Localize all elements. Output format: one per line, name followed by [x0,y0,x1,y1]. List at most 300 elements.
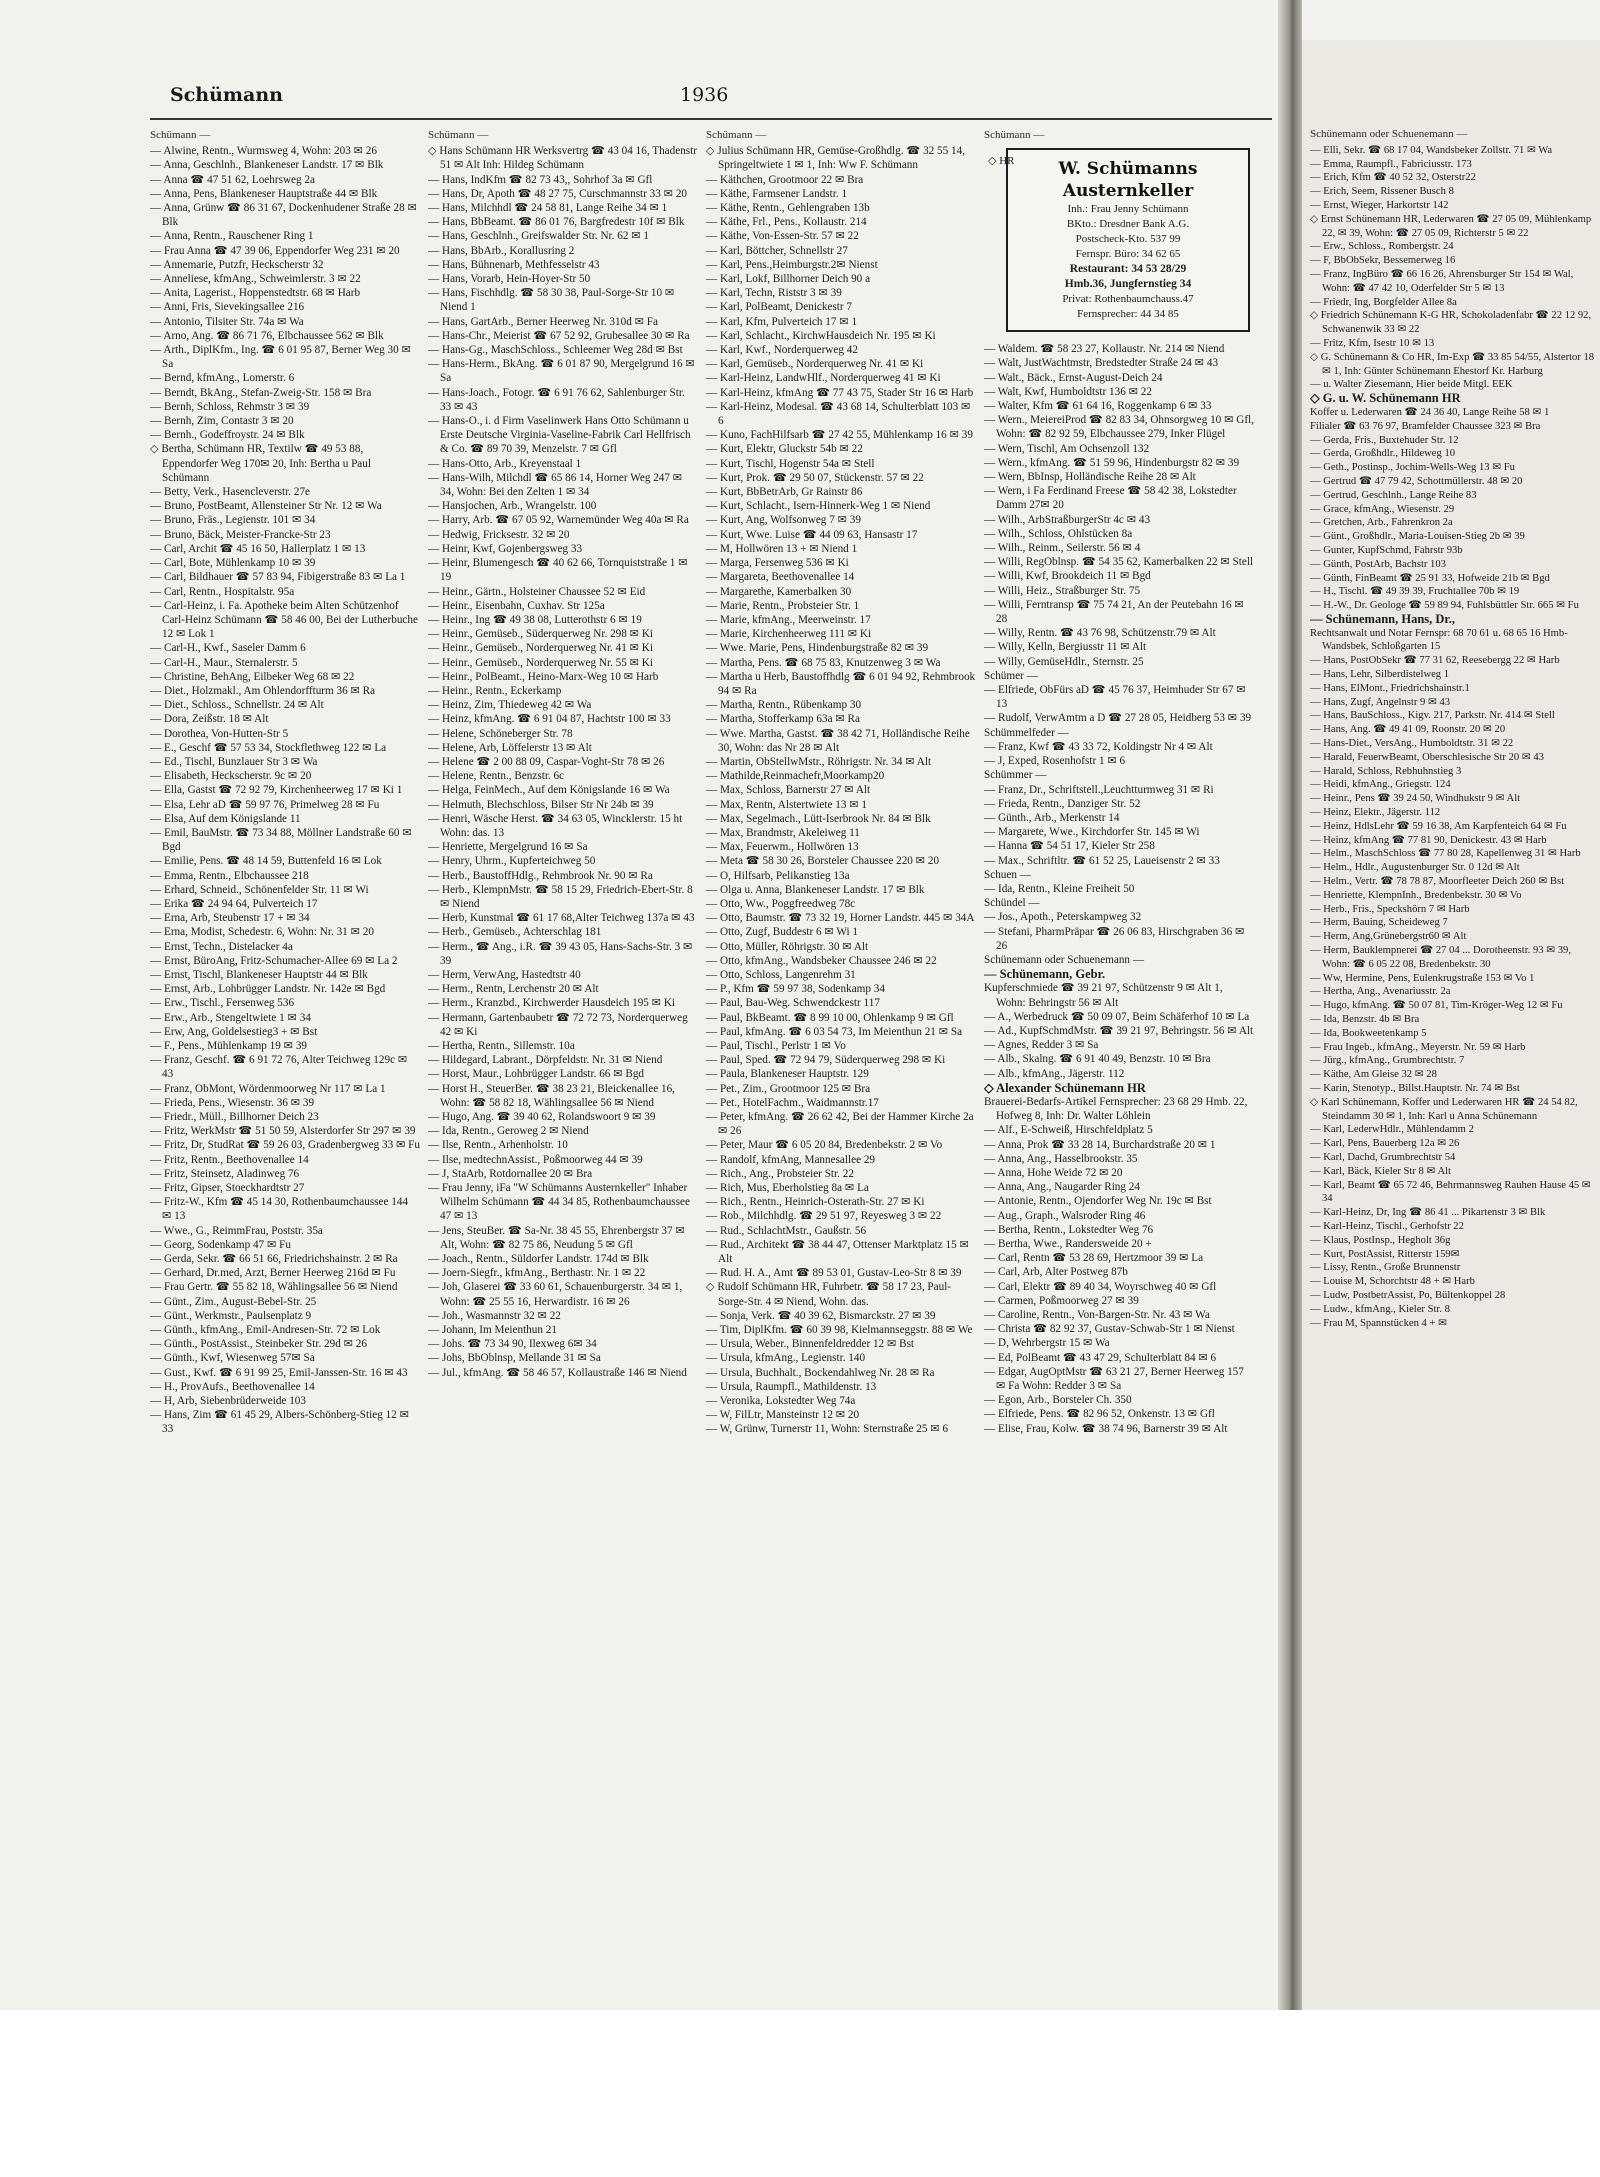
directory-entry: — Fritz, Kfm, Isestr 10 ✉ 13 [1310,337,1435,349]
directory-entry: — Karl, Dachd, Grumbrechtstr 54 [1310,1151,1456,1163]
directory-entry: — Ursula, Weber., Binnenfeldredder 12 ✉ Bst [706,1338,915,1351]
directory-entry: — P., Kfm ☎ 59 97 38, Sodenkamp 34 [706,983,885,996]
directory-entry: — Erika ☎ 24 94 64, Pulverteich 17 [150,897,318,910]
directory-entry: — Meta ☎ 58 30 26, Borsteler Chaussee 220 ✉ 20 [706,855,940,868]
directory-entry: — Paul, Bau-Weg. Schwendckestr 117 [706,997,880,1010]
directory-entry: — Johs. ☎ 73 34 90, Ilexweg 6✉ 34 [428,1338,597,1351]
directory-entry: — Paula, Blankeneser Hauptstr. 129 [706,1068,869,1081]
directory-entry: — Jens, SteuBer. ☎ Sa-Nr. 38 45 55, Ehrenbergstr 37 ✉ Alt, Wohn: ☎ 82 75 86, Neudung 5 ✉ Gfl [428,1224,685,1251]
directory-entry: — Annemarie, Putzfr, Heckscherstr 32 [150,258,324,271]
directory-column-3 [706,128,976,1988]
directory-entry: — Hans-Joach., Fotogr. ☎ 6 91 76 62, Sahlenburger Str. 33 ✉ 43 [428,386,685,413]
directory-entry: — Wern., kfmAng. ☎ 51 59 96, Hindenburgstr 82 ✉ 39 [984,456,1240,469]
directory-entry: — Karl, Techn, Riststr 3 ✉ 39 [706,287,842,300]
directory-entry: — Karl, LederwHdlr., Mühlendamm 2 [1310,1124,1474,1136]
directory-entry: — Sonja, Verk. ☎ 40 39 62, Bismarckstr. 27 ✉ 39 [706,1309,936,1322]
directory-entry: — Heinz, Zim, Thiedeweg 42 ✉ Wa [428,699,592,712]
directory-entry: — Anna, Hohe Weide 72 ✉ 20 [984,1166,1123,1179]
directory-entry: — Alf., E-Schweiß, Hirschfeldplatz 5 [984,1124,1153,1137]
directory-entry: — Erna, Arb, Steubenstr 17 + ✉ 34 [150,912,310,925]
directory-entry: — Willi, RegOblnsp. ☎ 54 35 62, Kamerbalken 22 ✉ Stell [984,556,1254,569]
directory-entry: — Walter, Kfm ☎ 61 64 16, Roggenkamp 6 ✉ 33 [984,400,1212,413]
directory-entry: — Elisabeth, Heckscherstr. 9c ✉ 20 [150,770,312,783]
directory-entry: — Gerda, Großhdlr., Hildeweg 10 [1310,448,1456,460]
directory-entry: — Otto, Zugf, Buddestr 6 ✉ Wi 1 [706,926,858,939]
directory-entry: — Peter, Maur ☎ 6 05 20 84, Bredenbekstr. 2 ✉ Vo [706,1139,943,1152]
entry-list [1310,144,1600,1331]
directory-entry: — Herm., Kranzbd., Kirchwerder Hausdeich 195 ✉ Ki [428,997,676,1010]
directory-entry: — Heinr., Gärtn., Holsteiner Chaussee 52 ✉ Eid [428,585,646,598]
ad-postscheck: Postscheck-Kto. 537 99 [1075,233,1181,246]
page-year: 1936 [680,84,729,106]
ad-bank: BKto.: Dresdner Bank A.G. [1066,218,1190,231]
directory-entry: — Herm., ☎ Ang., i.R. ☎ 39 43 05, Hans-Sachs-Str. 3 ✉ 39 [428,940,693,967]
directory-entry: — Willi, Heiz., Straßburger Str. 75 [984,584,1141,597]
directory-entry: — Rud. H. A., Amt ☎ 89 53 01, Gustav-Leo-Str 8 ✉ 39 [706,1267,962,1280]
directory-entry: — Günth., Arb., Merkenstr 14 [984,811,1120,824]
header-rule [150,118,1272,120]
directory-entry: — Bernh, Schloss, Rehmstr 3 ✉ 39 [150,400,310,413]
directory-entry: — Otto, Müller, Röhrigstr. 30 ✉ Alt [706,940,869,953]
directory-entry: — Carl, Rentn., Hospitalstr. 95a [150,585,295,598]
directory-entry: — Martha, Pens. ☎ 68 75 83, Knutzenweg 3 ✉ Wa [706,656,941,669]
directory-entry: ◇ Hans Schümann HR Werksvertrg ☎ 43 04 16, Thadenstr 51 ✉ Alt Inh: Hildeg Schümann [428,145,697,172]
directory-entry: — Mathilde,Reinmachefr,Moorkamp20 [706,770,885,783]
directory-entry: — Erich, Kfm ☎ 40 52 32, Osterstr22 [1310,172,1476,184]
directory-entry: — Hans, Zim ☎ 61 45 29, Albers-Schönberg-Stieg 12 ✉ 33 [150,1409,409,1436]
ad-phone: Fernsprecher: 44 34 85 [1077,308,1179,321]
directory-entry: — Karl-Heinz, kfmAng ☎ 77 43 75, Stader Str 16 ✉ Harb [706,386,974,399]
directory-entry: — Kurt, Schlacht., Isern-Hinnerk-Weg 1 ✉ Niend [706,500,931,513]
directory-entry: — Hans, Vorarb, Hein-Hoyer-Str 50 [428,273,591,286]
directory-entry: — Karl-Heinz, LandwHlf., Norderquerweg 41 ✉ Ki [706,372,941,385]
directory-entry: — Rud., SchlachtMstr., Gaußstr. 56 [706,1224,867,1237]
directory-entry: — Bertha, Rentn., Lokstedter Weg 76 [984,1223,1154,1236]
directory-entry: — Grace, kfmAng., Wiesenstr. 29 [1310,503,1455,515]
directory-entry: — H.-W., Dr. Geologe ☎ 59 89 94, Fuhlsbüttler Str. 665 ✉ Fu [1310,600,1579,612]
directory-entry: — Hans-Diet., VersAng., Humboldtstr. 31 ✉ 22 [1310,738,1514,750]
directory-entry: — Herb., Fris., Speckshörn 7 ✉ Harb [1310,903,1470,915]
directory-entry: — H., ProvAufs., Beethovenallee 14 [150,1380,315,1393]
directory-entry: — Ursula, Buchhalt., Bockendahlweg Nr. 28 ✉ Ra [706,1366,935,1379]
directory-entry: — Anneliese, kfmAng., Schweimlerstr. 3 ✉ 22 [150,273,361,286]
directory-entry: — Hans-Chr., Meierist ☎ 67 52 92, Grubesallee 30 ✉ Ra [428,329,690,342]
directory-entry: — Carmen, Poßmoorweg 27 ✉ 39 [984,1294,1139,1307]
directory-entry: — Karin, Stenotyp., Billst.Hauptstr. Nr. 74 ✉ Bst [1310,1082,1520,1094]
directory-entry: — Elsa, Auf dem Königslande 11 [150,812,301,825]
directory-entry: — Herb., Gemüseb., Achterschlag 181 [428,926,602,939]
directory-entry: — Günth., Kwf, Wiesenweg 57✉ Sa [150,1352,315,1365]
ad-marker: ◇ HR [988,155,1015,168]
directory-entry: — Ilse, Rentn., Arhenholstr. 10 [428,1139,568,1152]
directory-entry: — Heinr., Ing ☎ 49 38 08, Lutterothstr 6 ✉ 19 [428,613,642,626]
ad-private-address: Privat: Rothenbaumchauss.47 [1062,293,1194,306]
directory-entry: — Ursula, Raumpfl., Mathildenstr. 13 [706,1380,877,1393]
entry-list [150,144,420,1436]
directory-entry: — Pet., Zim., Grootmoor 125 ✉ Bra [706,1082,871,1095]
directory-entry: — Hans, Bühnenarb, Methfesselstr 43 [428,258,600,271]
directory-entry: — Hugo, Ang. ☎ 39 40 62, Rolandswoort 9 ✉ 39 [428,1111,656,1124]
directory-entry: — Geth., Postinsp., Jochim-Wells-Weg 13 ✉ Fu [1310,462,1515,474]
directory-entry: — Gunter, KupfSchmd, Fahrstr 93b [1310,544,1463,556]
directory-entry: — Anni, Fris, Sievekingsallee 216 [150,301,305,314]
directory-entry: — Heinz, kfmAng ☎ 77 81 90, Denickestr. 43 ✉ Harb [1310,834,1547,846]
directory-entry: — Otto, Baumstr. ☎ 73 32 19, Horner Landstr. 445 ✉ 34A [706,912,975,925]
directory-entry: — Ad., KupfSchmdMstr. ☎ 39 21 97, Behringstr. 56 ✉ Alt [984,1024,1254,1037]
directory-entry: — Günth, FinBeamt ☎ 25 91 33, Hofweide 21b ✉ Bgd [1310,572,1550,584]
directory-entry: — Paul, Tischl., Perlstr 1 ✉ Vo [706,1040,846,1052]
ad-title-line-2: Austernkeller [1062,181,1194,202]
directory-entry: — Helga, FeinMech., Auf dem Königslande 16 ✉ Wa [428,784,670,797]
directory-entry: — Ilse, medtechnAssist., Poßmoorweg 44 ✉ 39 [428,1153,643,1166]
directory-entry: — Anna, Ang., Naugarder Ring 24 [984,1181,1140,1194]
directory-entry: — Gerda, Sekr. ☎ 66 51 66, Friedrichshainstr. 2 ✉ Ra [150,1253,398,1266]
directory-entry: — Heinr., Rentn., Eckerkamp [428,684,562,697]
directory-entry: — Friedr., Müll., Billhorner Deich 23 [150,1111,319,1124]
directory-entry: — Ludw, PostbetrAssist, Po, Bültenkoppel 28 [1310,1289,1506,1301]
directory-entry: — Karl, Lokf, Billhorner Deich 90 a [706,273,871,286]
column-head: Schümann — [150,129,211,141]
directory-entry: — Heinr, Kwf, Gojenbergsweg 33 [428,542,583,555]
directory-entry: — Helmuth, Blechschloss, Bilser Str Nr 24b ✉ 39 [428,798,654,811]
directory-entry: — Herm, Bauklempnerei ☎ 27 04 ... Dorotheenstr. 93 ✉ 39, Wohn: ☎ 6 05 22 08, Bredenbekstr. 30 [1310,945,1571,970]
directory-entry: — Walt, JustWachtmstr, Bredstedter Straße 24 ✉ 43 [984,357,1219,370]
directory-entry: — Karl, Schlacht., KirchwHausdeich Nr. 195 ✉ Ki [706,329,936,342]
directory-entry: — Carl, Archit ☎ 45 16 50, Hallerplatz 1 ✉ 13 [150,542,366,555]
directory-entry: — Anna, Ang., Hasselbrookstr. 35 [984,1152,1138,1165]
directory-entry: — Heinr., Gemüseb., Norderquerweg Nr. 55 ✉ Ki [428,656,653,669]
directory-entry: — Dorothea, Von-Hutten-Str 5 [150,727,289,740]
running-head-name: Schümann [170,84,283,106]
directory-entry: — Helm., Hdlr., Augustenburger Str. 0 12d ✉ Alt [1310,862,1520,874]
directory-entry: — Heinz, Elektr., Jägerstr. 112 [1310,807,1441,819]
directory-entry: — Carl, Rentn ☎ 53 28 69, Hertzmoor 39 ✉ La [984,1252,1204,1265]
directory-entry: — Karl, Kwf., Norderquerweg 42 [706,344,858,357]
directory-entry: — Ida, Benzstr. 4b ✉ Bra [1310,1014,1420,1025]
directory-entry: — Agnes, Redder 3 ✉ Sa [984,1039,1099,1052]
directory-entry: — Harald, Schloss, Rebhuhnstieg 3 [1310,765,1462,777]
directory-entry: — Friedr, Ing, Borgfelder Allee 8a [1310,296,1457,308]
directory-entry: ◇ Ernst Schünemann HR, Lederwaren ☎ 27 05 09, Mühlenkamp 22, ✉ 39, Wohn: ☎ 27 05 09, Richterstr 5 ✉ 22 [1310,213,1592,239]
directory-entry: — Willy, Kelln, Bergiusstr 11 ✉ Alt [984,641,1147,654]
column-head: Schünemann oder Schuenemann — [1310,128,1468,140]
directory-entry: — Rob., Milchhdlg. ☎ 29 51 97, Reyesweg 3 ✉ 22 [706,1210,942,1223]
directory-entry: — Hans, PostObSekr ☎ 77 31 62, Reesebergg 22 ✉ Harb [1310,655,1560,667]
directory-entry: — Helene, Arb, Löffelerstr 13 ✉ Alt [428,741,592,754]
directory-entry: — Willi, Ferntransp ☎ 75 74 21, An der Peutebahn 16 ✉ 28 [984,598,1244,626]
directory-entry: — Karl, Beamt ☎ 65 72 46, Behrmannsweg Rauhen Hause 45 ✉ 34 [1310,1179,1591,1205]
directory-entry: — Marie, Rentn., Probsteier Str. 1 [706,599,860,612]
directory-entry: — Edgar, AugOptMstr ☎ 63 21 27, Berner Heerweg 157 ✉ Fa Wohn: Redder 3 ✉ Sa [984,1365,1244,1393]
directory-entry: — Waldem. ☎ 58 23 27, Kollaustr. Nr. 214 ✉ Niend [984,343,1225,356]
book-spine [1278,0,1302,2010]
directory-entry: — Ernst, Wieger, Harkortstr 142 [1310,199,1449,211]
directory-entry: — Max, Rentn, Alstertwiete 13 ✉ 1 [706,798,868,811]
directory-entry: — Erna, Modist, Schedestr. 6, Wohn: Nr. 31 ✉ 20 [150,926,374,939]
ad-office-phone: Fernspr. Büro: 34 62 65 [1075,248,1181,261]
directory-entry: — Marga, Fersenweg 536 ✉ Ki [706,557,849,570]
directory-entry: — Carl-H., Kwf., Saseler Damm 6 [150,642,306,655]
directory-entry: — Caroline, Rentn., Von-Bargen-Str. Nr. 43 ✉ Wa [984,1309,1210,1322]
directory-entry: — Georg, Sodenkamp 47 ✉ Fu [150,1238,291,1251]
directory-entry: — Wwe., G., ReimmFrau, Poststr. 35a [150,1224,323,1237]
directory-entry: — Hans, Ang. ☎ 49 41 09, Roonstr. 20 ✉ 20 [1310,724,1506,736]
directory-entry: — Otto, Schloss, Langenrehm 31 [706,968,856,981]
directory-entry: — Henry, Uhrm., Kupferteichweg 50 [428,855,596,868]
ad-restaurant-phone: Restaurant: 34 53 28/29 [1069,263,1187,276]
directory-entry: — Fritz, Rentn., Beethovenallee 14 [150,1153,309,1166]
ad-owner: Inh.: Frau Jenny Schümann [1067,203,1189,216]
directory-entry: — Wern, i Fa Ferdinand Freese ☎ 58 42 38, Lokstedter Damm 27✉ 20 [984,485,1237,512]
directory-entry: — Louise M, Schorchtstr 48 + ✉ Harb [1310,1276,1475,1288]
directory-entry: — Frieda, Rentn., Danziger Str. 52 [984,797,1141,810]
directory-entry: — Hermann, Gartenbaubetr ☎ 72 72 73, Norderquerweg 42 ✉ Ki [428,1011,688,1038]
directory-entry: ◇ Bertha, Schümann HR, Textilw ☎ 49 53 88, Eppendorfer Weg 170✉ 20, Inh: Bertha u Paul Schümann [150,443,371,484]
entry-list [984,342,1254,1436]
directory-entry: — Carl, Bote, Mühlenkamp 10 ✉ 39 [150,557,316,570]
directory-entry: — Bertha, Wwe., Randersweide 20 + [984,1238,1152,1250]
directory-entry: — Käthe, Von-Essen-Str. 57 ✉ 22 [706,230,859,243]
directory-entry: — Elfriede, ObFürs aD ☎ 45 76 37, Heimhuder Str 67 ✉ 13 [984,684,1246,711]
directory-entry: — Helene, Rentn., Benzstr. 6c [428,770,565,783]
directory-entry: — Kurt, Prok. ☎ 29 50 07, Stückenstr. 57 ✉ 22 [706,471,924,484]
directory-entry: — Frau M, Spannstücken 4 + ✉ [1310,1317,1447,1329]
directory-entry: — Helm., Vertr. ☎ 78 78 87, Moorfleeter Deich 260 ✉ Bst [1310,876,1565,888]
directory-entry: — Carl-Heinz, i. Fa. Apotheke beim Alten Schützenhof Carl-Heinz Schümann ☎ 58 46 00, Bei der Lutherbuche 12 ✉ Lok 1 [150,599,418,641]
directory-entry: — Gerda, Fris., Buxtehuder Str. 12 [1310,434,1459,446]
directory-entry: — Martin, ObStellwMstr., Röhrigstr. Nr. 34 ✉ Alt [706,755,932,768]
directory-entry: — Karl, PolBeamt, Denickestr 7 [706,301,853,314]
column-head: Schümann — [984,129,1045,141]
directory-entry: — Ella, Gastst ☎ 72 92 79, Kirchenheerweg 17 ✉ Ki 1 [150,784,403,797]
directory-entry: — Ww, Hermine, Pens, Eulenkrugstraße 153 ✉ Vo 1 [1310,972,1535,984]
directory-entry: — Hertha, Rentn., Sillemstr. 10a [428,1040,575,1052]
directory-entry: — Aug., Graph., Walsroder Ring 46 [984,1209,1146,1222]
directory-entry: — Hans, Zugf, Angelnstr 9 ✉ 43 [1310,696,1451,708]
directory-entry: — Käthe, Am Gleise 32 ✉ 28 [1310,1069,1437,1081]
directory-entry: — Arno, Ang. ☎ 86 71 76, Elbchaussee 562 ✉ Blk [150,329,384,342]
directory-entry: — Ida, Rentn., Geroweg 2 ✉ Niend [428,1125,589,1138]
directory-entry: — Käthchen, Grootmoor 22 ✉ Bra [706,173,864,186]
directory-entry: — Kurt, Tischl, Hogenstr 54a ✉ Stell [706,457,875,470]
directory-entry: — Helene, Schöneberger Str. 78 [428,727,573,740]
directory-entry: — Fritz, Dr, StudRat ☎ 59 26 03, Gradenbergweg 33 ✉ Fu [150,1139,420,1152]
directory-entry: — Wilh., Reinm., Seilerstr. 56 ✉ 4 [984,542,1141,555]
directory-entry: — Horst H., SteuerBer. ☎ 38 23 21, Bleickenallee 16, Wohn: ☎ 58 82 18, Wählingsallee 56 ✉ Niend [428,1082,675,1109]
directory-entry: — Carl, Elektr ☎ 89 40 34, Woyrschweg 40 ✉ Gfl [984,1280,1217,1293]
directory-entry: — Diet., Schloss., Schnellstr. 24 ✉ Alt [150,699,324,712]
directory-entry: — Herb., KlempnMstr. ☎ 58 15 29, Friedrich-Ebert-Str. 8 ✉ Niend [428,883,693,910]
directory-entry: — Rich, Mus, Eberholstieg 8a ✉ La [706,1182,869,1195]
directory-entry: — Johs, BbOblnsp, Mellande 31 ✉ Sa [428,1352,601,1365]
directory-entry: — Kurt, Elektr, Gluckstr 54b ✉ 22 [706,443,863,456]
directory-entry: — Kurt, Ang, Wolfsonweg 7 ✉ 39 [706,514,861,527]
directory-entry: — Herb., BaustoffHdlg., Rehmbrook Nr. 90 ✉ Ra [428,869,653,882]
directory-entry: — Margarete, Wwe., Kirchdorfer Str. 145 ✉ Wi [984,826,1200,839]
directory-entry: — Anna, Rentn., Rauschener Ring 1 [150,230,314,243]
directory-entry: — E., Geschf ☎ 57 53 34, Stockflethweg 122 ✉ La [150,741,387,754]
directory-entry: — Herm, Bauing, Scheideweg 7 [1310,917,1448,929]
directory-entry: — Carl-H., Maur., Sternalerstr. 5 [150,656,298,669]
advertisement-box [988,148,1250,332]
directory-entry: — Erhard, Schneid., Schönenfelder Str. 11 ✉ Wi [150,883,369,896]
directory-entry: — Max, Schloss, Barnerstr 27 ✉ Alt [706,784,871,797]
directory-entry: — Gertrud ☎ 47 79 42, Schottmüllerstr. 48 ✉ 20 [1310,475,1523,487]
directory-entry: — Dora, Zeißstr. 18 ✉ Alt [150,713,269,726]
directory-entry: — Wwe. Martha, Gastst. ☎ 38 42 71, Holländische Reihe 30, Wohn: das Nr 28 ✉ Alt [706,727,970,754]
directory-entry: — Günt., Werkmstr., Paulsenplatz 9 [150,1309,312,1322]
directory-entry: — Veronika, Lokstedter Weg 74a [706,1395,856,1408]
directory-entry: — Wwe. Marie, Pens, Hindenburgstraße 82 ✉ 39 [706,642,929,655]
directory-entry: — Heinr., Gemüseb., Norderquerweg Nr. 41 ✉ Ki [428,642,653,655]
directory-entry: — Emilie, Pens. ☎ 48 14 59, Buttenfeld 16 ✉ Lok [150,855,382,868]
directory-entry: — Diet., Holzmakl., Am Ohlendorffturm 36 ✉ Ra [150,684,376,697]
directory-entry: — H, Arb, Siebenbrüderweide 103 [150,1395,306,1408]
directory-entry: — W, FilLtr, Mansteinstr 12 ✉ 20 [706,1409,860,1422]
directory-entry: — Antonie, Rentn., Ojendorfer Weg Nr. 19c ✉ Bst [984,1195,1212,1208]
directory-entry: Schümer — [984,669,1038,682]
directory-entry: — Frau Gertr. ☎ 55 82 18, Wählingsallee 56 ✉ Niend [150,1281,398,1294]
directory-entry: — D, Wehrbergstr 15 ✉ Wa [984,1337,1110,1350]
directory-entry: — Jürg., kfmAng., Grumbrechtstr. 7 [1310,1055,1465,1067]
directory-entry: — Wilh., Schloss, Ohlstücken 8a [984,527,1133,540]
directory-entry: Schümmelfeder — [984,726,1069,739]
directory-entry: — Stefani, PharmPräpar ☎ 26 06 83, Hirschgraben 36 ✉ 26 [984,925,1245,952]
directory-entry: — Martha u Herb, Baustoffhdlg ☎ 6 01 94 92, Rehmbrook 94 ✉ Ra [706,670,976,697]
ad-address: Hmb.36, Jungfernstieg 34 [1064,278,1192,291]
directory-entry: — Frau Anna ☎ 47 39 06, Eppendorfer Weg 231 ✉ 20 [150,244,400,257]
directory-entry: — Karl-Heinz, Dr, Ing ☎ 86 41 ... Pikartenstr 3 ✉ Blk [1310,1207,1546,1219]
directory-entry: — Betty, Verk., Hasencleverstr. 27e [150,486,310,499]
directory-entry: — Klaus, PostInsp., Hegholt 36g [1310,1234,1451,1246]
directory-entry: — Joh., Wasmannstr 32 ✉ 22 [428,1309,561,1322]
directory-entry: — Elfriede, Pens. ☎ 82 96 52, Onkenstr. 13 ✉ Gfl [984,1408,1215,1421]
directory-entry: — Hans, BbArb., Korallusring 2 [428,244,575,257]
directory-entry: — Karl, Pens.,Heimburgstr.2✉ Nienst [706,258,878,271]
directory-entry: — Karl, Kfm, Pulverteich 17 ✉ 1 [706,315,858,328]
directory-entry: Schündel — [984,897,1040,910]
directory-entry: — Paul, kfmAng. ☎ 6 03 54 73, Im Meienthun 21 ✉ Sa [706,1025,963,1038]
directory-entry: — Karl, Gemüseb., Norderquerweg Nr. 41 ✉ Ki [706,358,924,371]
directory-entry: — Gretchen, Arb., Fahrenkron 2a [1310,517,1453,529]
directory-entry: — Hertha, Ang., Avenariusstr. 2a [1310,986,1451,998]
directory-entry: — Gertrud, Geschlnh., Lange Reihe 83 [1310,489,1477,501]
directory-entry: — Hans, Lehr, Silberdistelweg 1 [1310,669,1450,681]
directory-entry: — Karl-Heinz, Tischl., Gerhofstr 22 [1310,1220,1464,1232]
directory-entry: Schümmer — [984,769,1047,782]
directory-column-2 [428,128,698,1988]
directory-entry: — Heidi, kfmAng., Griegstr. 124 [1310,779,1451,791]
directory-entry: — Carl, Bildhauer ☎ 57 83 94, Fibigerstraße 83 ✉ La 1 [150,571,406,584]
directory-column-5-facing [1310,128,1600,1988]
directory-entry: — Tim, DiplKfm. ☎ 60 39 98, Kielmannseggstr. 88 ✉ We [706,1324,973,1337]
directory-entry: — Wern, BbInsp, Holländische Reihe 28 ✉ Alt [984,471,1196,484]
directory-entry: Rechtsanwalt und Notar Fernspr: 68 70 61 u. 68 65 16 Hmb-Wandsbek, Schloßgarten 15 [1310,627,1568,653]
directory-entry: ◇ Friedrich Schünemann K-G HR, Schokoladenfabr ☎ 22 12 92, Schwanenwik 33 ✉ 22 [1310,310,1592,336]
directory-entry: — Ernst, Arb., Lohbrügger Landstr. Nr. 142e ✉ Bgd [150,983,386,996]
directory-entry: — Margareta, Beethovenallee 14 [706,571,855,584]
directory-entry: — Franz, Geschf. ☎ 6 91 72 76, Alter Teichweg 129c ✉ 43 [150,1054,408,1081]
directory-entry: — Hans-Otto, Arb., Kreyenstaal 1 [428,457,582,470]
directory-entry: — W, Grünw, Turnerstr 11, Wohn: Sternstraße 25 ✉ 6 [706,1423,949,1436]
directory-entry: — Erw., Tischl., Fersenweg 536 [150,997,295,1010]
directory-entry: — Hans, Milchhdl ☎ 24 58 81, Lange Reihe 34 ✉ 1 [428,202,668,215]
directory-entry: — Günt., Großhdlr., Maria-Louisen-Stieg 2b ✉ 39 [1310,531,1525,543]
page-header [150,82,1272,114]
directory-entry: — Max, Segelmach., Lütt-Iserbrook Nr. 84 ✉ Blk [706,812,931,825]
directory-entry: — Anna ☎ 47 51 62, Loehrsweg 2a [150,173,315,186]
directory-entry: — Emma, Raumpfl., Fabriciusstr. 173 [1310,158,1472,170]
directory-entry: — Emma, Rentn., Elbchaussee 218 [150,869,309,882]
directory-entry: — Erich, Seem, Rissener Busch 8 [1310,186,1454,198]
directory-entry: — Franz, Kwf ☎ 43 33 72, Koldingstr Nr 4 ✉ Alt [984,740,1213,753]
entry-list [706,144,976,1436]
column-head: Schümann — [706,129,767,141]
directory-entry: — Käthe, Frl., Pens., Kollaustr. 214 [706,216,867,229]
directory-entry: — Harald, FeuerwBeamt, Oberschlesische Str 20 ✉ 43 [1310,751,1544,763]
directory-entry: — Elise, Frau, Kolw. ☎ 38 74 96, Barnerstr 39 ✉ Alt [984,1422,1228,1435]
directory-entry: — Henriette, KlempnInh., Bredenbekstr. 30 ✉ Vo [1310,889,1522,901]
directory-entry: — Karl, Bäck, Kieler Str 8 ✉ Alt [1310,1165,1451,1177]
directory-entry: — Gust., Kwf. ☎ 6 91 99 25, Emil-Janssen-Str. 16 ✉ 43 [150,1366,408,1379]
directory-entry: — M, Hollwören 13 + ✉ Niend 1 [706,542,858,555]
directory-entry: — Hildegard, Labrant., Dörpfeldstr. Nr. 31 ✉ Niend [428,1054,663,1067]
directory-entry: — Helene ☎ 2 00 88 09, Caspar-Voght-Str 78 ✉ 26 [428,755,665,768]
directory-entry: — Hans-Herm., BkAng. ☎ 6 01 87 90, Mergelgrund 16 ✉ Sa [428,358,695,385]
directory-entry: — Hans, Geschlnh., Greifswalder Str. Nr. 62 ✉ 1 [428,230,649,243]
directory-entry: — Olga u. Anna, Blankeneser Landstr. 17 ✉ Blk [706,883,925,896]
directory-entry: — Franz, Dr., Schriftstell.,Leuchtturmweg 31 ✉ Ri [984,783,1214,796]
directory-entry: — Alb., Skalng. ☎ 6 91 40 49, Benzstr. 10 ✉ Bra [984,1053,1211,1066]
directory-entry: — Alwine, Rentn., Wurmsweg 4, Wohn: 203 ✉ 26 [150,145,377,158]
directory-entry: — Willy, GemüseHdlr., Sternstr. 25 [984,655,1144,668]
directory-entry: — Günth., PostAssist., Steinbeker Str. 29d ✉ 26 [150,1338,367,1351]
directory-entry: Koffer u. Lederwaren ☎ 24 36 40, Lange Reihe 58 ✉ 1 [1310,406,1550,418]
directory-entry: — Hans, Dr, Apoth ☎ 48 27 75, Curschmannstr 33 ✉ 20 [428,187,688,200]
directory-column-1 [150,128,420,1988]
directory-entry: — Rich., Rentn., Heinrich-Osterath-Str. 27 ✉ Ki [706,1196,925,1209]
directory-entry: — Wilh., ArbStraßburgerStr 4c ✉ 43 [984,513,1151,526]
directory-entry: — Wern., MeiereiProd ☎ 82 83 34, Ohnsorgweg 10 ✉ Gfl, Wohn: ☎ 82 92 59, Elbchaussee 279, Inker Flügel [984,414,1254,441]
directory-entry: — Paul, BkBeamt. ☎ 8 99 10 00, Ohlenkamp 9 ✉ Gfl [706,1011,954,1024]
directory-entry: — Henriette, Mergelgrund 16 ✉ Sa [428,841,588,854]
directory-entry: — O, Hilfsarb, Pelikanstieg 13a [706,869,850,882]
directory-entry: — Margarethe, Kamerbalken 30 [706,585,852,598]
directory-entry: — Hansjochen, Arb., Wrangelstr. 100 [428,500,597,513]
directory-entry: — Kurt, Wwe. Luise ☎ 44 09 63, Hansastr 17 [706,528,918,541]
directory-entry: — Hans, Fischhdlg. ☎ 58 30 38, Paul-Sorge-Str 10 ✉ Niend 1 [428,287,675,314]
directory-entry: — Egon, Arb., Borsteler Ch. 350 [984,1394,1132,1407]
directory-entry: — Bruno, Fräs., Legienstr. 101 ✉ 34 [150,514,316,527]
directory-entry: — Marie, kfmAng., Meerweinstr. 17 [706,613,871,626]
directory-entry: — Wern, Tischl, Am Ochsenzoll 132 [984,442,1150,455]
directory-entry: ◇ Alexander Schünemann HR [984,1080,1146,1095]
directory-entry: — Frieda, Pens., Wiesenstr. 36 ✉ 39 [150,1096,315,1109]
directory-entry: — Kuno, FachHilfsarb ☎ 27 42 55, Mühlenkamp 16 ✉ 39 [706,429,973,442]
directory-entry: — Günt., Zim., August-Bebel-Str. 25 [150,1295,317,1308]
directory-entry: — Willi, Kwf, Brookdeich 11 ✉ Bgd [984,570,1151,583]
directory-entry: Brauerei-Bedarfs-Artikel Fernsprecher: 23 68 29 Hmb. 22, Hofweg 8, Inh: Dr. Walter Löhlein [984,1095,1248,1123]
directory-entry: — Herm., Rentn, Lerchenstr 20 ✉ Alt [428,983,599,996]
entry-list [428,144,698,1380]
directory-entry: — Horst, Maur., Lohbrügger Landstr. 66 ✉ Bgd [428,1068,645,1081]
directory-entry: — Anna, Geschlnh., Blankeneser Landstr. 17 ✉ Blk [150,159,384,172]
directory-entry: — Rudolf, VerwAmtm a D ☎ 27 28 05, Heidberg 53 ✉ 39 [984,712,1252,725]
directory-entry: — Christine, BehAng, Eilbeker Weg 68 ✉ 22 [150,670,355,683]
directory-entry: — Joern-Siegfr., kfmAng., Berthastr. Nr. 1 ✉ 22 [428,1267,646,1280]
directory-entry: — Ed., Tischl, Bunzlauer Str 3 ✉ Wa [150,755,318,768]
directory-entry: — Ernst, Tischl, Blankeneser Hauptstr 44 ✉ Blk [150,968,368,981]
